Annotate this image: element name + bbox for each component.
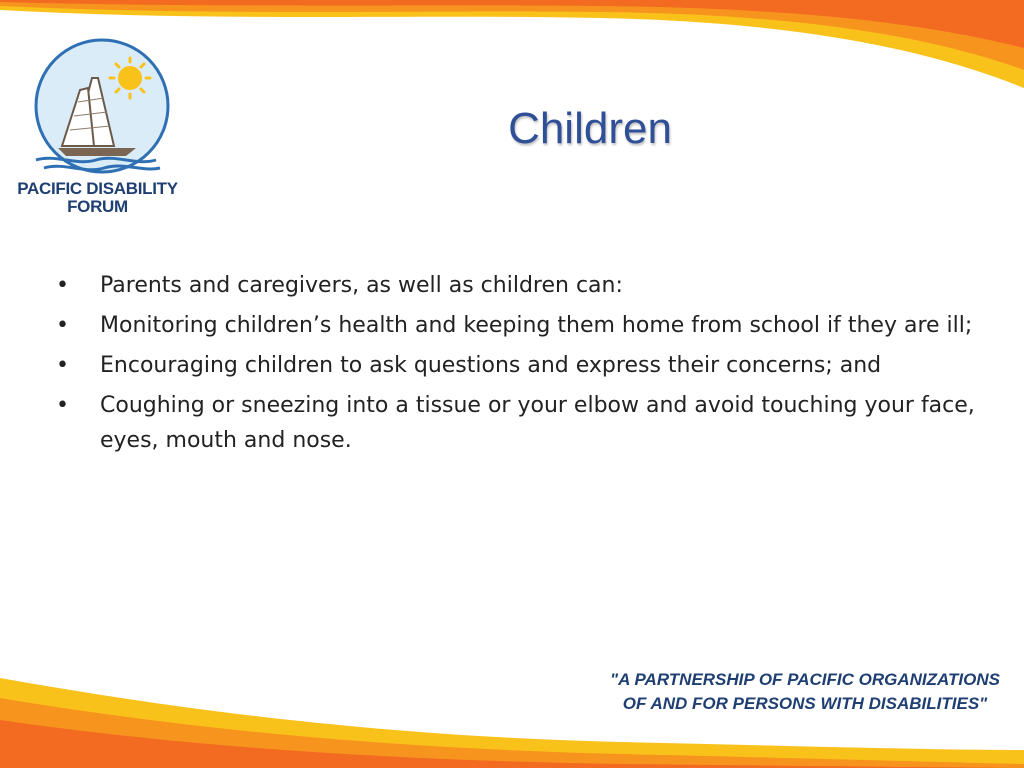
bullet-icon: •: [56, 353, 69, 378]
logo-line2: FORUM: [67, 197, 128, 216]
bullet-icon: •: [56, 313, 69, 338]
bullet-text: Coughing or sneezing into a tissue or your elbow and avoid touching your face, eyes, mouth and nose.: [100, 393, 975, 453]
footer-tagline: [590, 668, 1020, 716]
bullet-icon: •: [56, 393, 69, 418]
bullet-text: Monitoring children’s health and keeping them home from school if they are ill;: [100, 313, 973, 338]
sailboat-sun-emblem: [32, 38, 172, 178]
bullet-list: [56, 268, 976, 463]
pacific-disability-forum-logo: [10, 38, 185, 223]
bullet-text: Parents and caregivers, as well as children can:: [100, 273, 623, 298]
slide-title: Children: [508, 104, 672, 153]
bullet-icon: •: [56, 273, 69, 298]
list-item: [56, 268, 976, 303]
logo-wordmark: [10, 180, 185, 216]
tagline-line2: OF AND FOR PERSONS WITH DISABILITIES": [622, 694, 988, 713]
tagline-line1: "A PARTNERSHIP OF PACIFIC ORGANIZATIONS: [610, 670, 1000, 689]
logo-line1: PACIFIC DISABILITY: [17, 179, 178, 198]
list-item: [56, 308, 976, 343]
bullet-text: Encouraging children to ask questions and express their concerns; and: [100, 353, 882, 378]
list-item: [56, 388, 976, 458]
list-item: [56, 348, 976, 383]
